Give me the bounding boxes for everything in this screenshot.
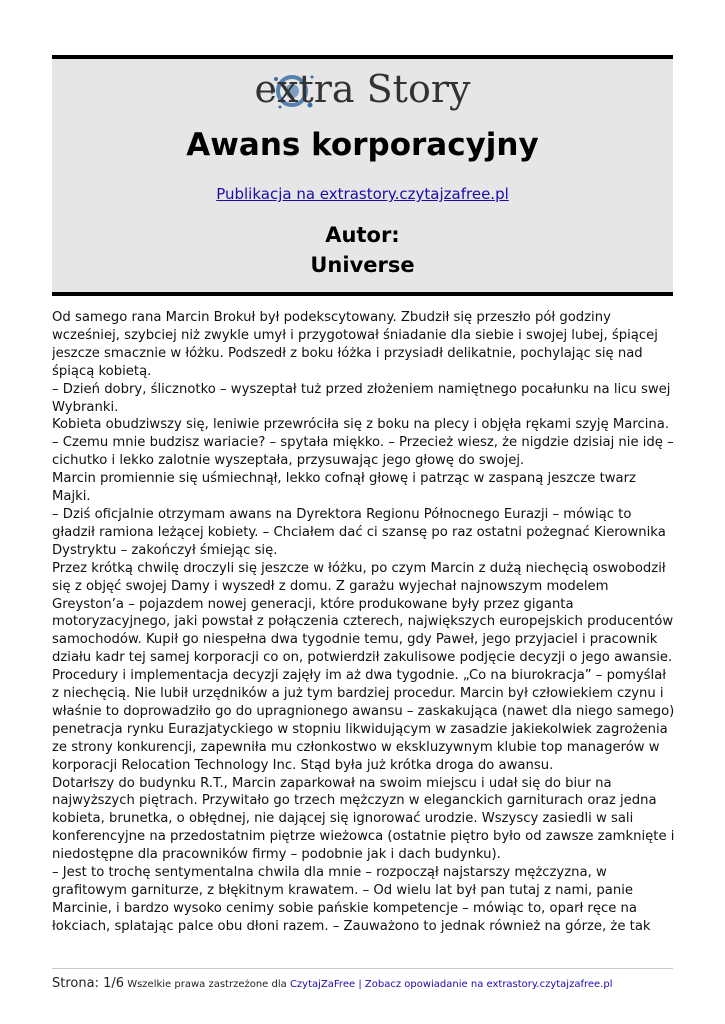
publication-link[interactable]: Publikacja na extrastory.czytajzafree.pl [216, 185, 509, 203]
paragraph: – Dziś oficjalnie otrzymam awans na Dyrektora Regionu Północnego Eurazji – mówiąc to gładził ramiona leżącej kobiety. – Chciałem dać ci szansę po raz ostatni pożegnać Kierownika Dystryktu – zakończył śmiejąc się. [52, 506, 666, 558]
paragraph: Dotarłszy do budynku R.T., Marcin zaparkował na swoim miejscu i udał się do biur na najwyższych piętrach. Przywitało go trzech mężczyzn w eleganckich garniturach oraz jedna kobieta, brunetka, o obłędnej, nie dającej się ignorować urodzie. Wszyscy zasiedli w sali konferencyjne na przedostatnim piętrze wieżowca (ostatnie piętro było od zawsze zamknięte i niedostępne dla pracowników firmy – podobnie jak i dach budynku). [52, 775, 675, 863]
logo [52, 65, 673, 113]
author-name: Universe [310, 253, 415, 277]
footer-divider [52, 968, 673, 969]
paragraph: Od samego rana Marcin Brokuł był podekscytowany. Zbudził się przeszło pół godziny wcześniej, szybciej niż zwykle umył i przygotował śniadanie dla siebie i swojej lubej, śpiącej jeszcze smacznie w łóżku. Podszedł z boku łóżka i przysiadł delikatnie, pochylając się nad śpiącą kobietą. [52, 310, 658, 379]
paragraph: – Dzień dobry, ślicznotko – wyszeptał tuż przed złożeniem namiętnego pocałunku na licu swej Wybranki. [52, 381, 671, 415]
paragraph: Kobieta obudziwszy się, leniwie przewróciła się z boku na plecy i objęła rękami szyję Marcina. [52, 417, 670, 433]
paragraph: – Jest to trochę sentymentalna chwila dla mnie – rozpoczął najstarszy mężczyzna, w grafitowym garniturze, z błękitnym krawatem. – Od wielu lat był pan tutaj z nami, panie Marcinie, i bardzo wysoko cenimy sobie pańskie kompetencje – mówiąc to, oparł ręce na łokciach, splatając palce obu dłoni razem. – Zauważono to jednak również na górze, że tak [52, 865, 651, 934]
story-title: Awans korporacyjny [186, 127, 539, 163]
footer-separator: | [358, 979, 362, 990]
author-label: Autor: [325, 223, 400, 247]
page-number: Strona: 1/6 [52, 976, 125, 991]
footer [52, 976, 692, 991]
story-link[interactable]: Zobacz opowiadanie na extrastory.czytajzafree.pl [364, 979, 613, 990]
story-body [52, 309, 676, 967]
logo-text: extra Story [254, 67, 471, 111]
paragraph: Marcin promiennie się uśmiechnął, lekko cofnął głowę i patrząc w zaspaną jeszcze twarz Majki. [52, 471, 636, 505]
rights-text: Wszelkie prawa zastrzeżone dla [127, 979, 287, 990]
paragraph: Przez krótką chwilę droczyli się jeszcze w łóżku, po czym Marcin z dużą niechęcią oswobodził się z objęć swojej Damy i wyszedł z domu. Z garażu wyjechał najnowszym modelem Greyston’a – pojazdem nowej generacji, które produkowane były przez giganta motoryzacyjnego, jaki powstał z połączenia czterech, największych europejskich producentów samochodów. Kupił go niespełna dwa tygodnie temu, gdy Paweł, jego przyjaciel i pracownik działu kadr tej samej korporacji co on, potwierdził zakulisowe podjęcie decyzji o jego awansie. Procedury i implementacja decyzji zajęły im aż dwa tygodnie. „Co na biurokracja” – pomyślał z niechęcią. Nie lubił urzędników a już tym bardziej procedur. Marcin był człowiekiem czynu i właśnie to doprowadziło go do upragnionego awansu – zaskakująca (nawet dla niego samego) penetracja rynku Eurazjatyckiego w stopniu likwidującym w zasadzie jakiekolwiek zagrożenia ze strony konkurencji, zapewniła mu członkostwo w ekskluzywnym klubie top managerów w korporacji Relocation Technology Inc. Stąd była już krótka droga do awansu. [52, 560, 675, 773]
paragraph: – Czemu mnie budzisz wariacie? – spytała miękko. – Przecież wiesz, że nigdzie dzisiaj nie idę – cichutko i lekko zalotnie wyszeptała, przysuwając jego głowę do swojej. [52, 435, 674, 469]
header-box [52, 55, 673, 296]
rights-link[interactable]: CzytajZaFree [289, 979, 356, 990]
